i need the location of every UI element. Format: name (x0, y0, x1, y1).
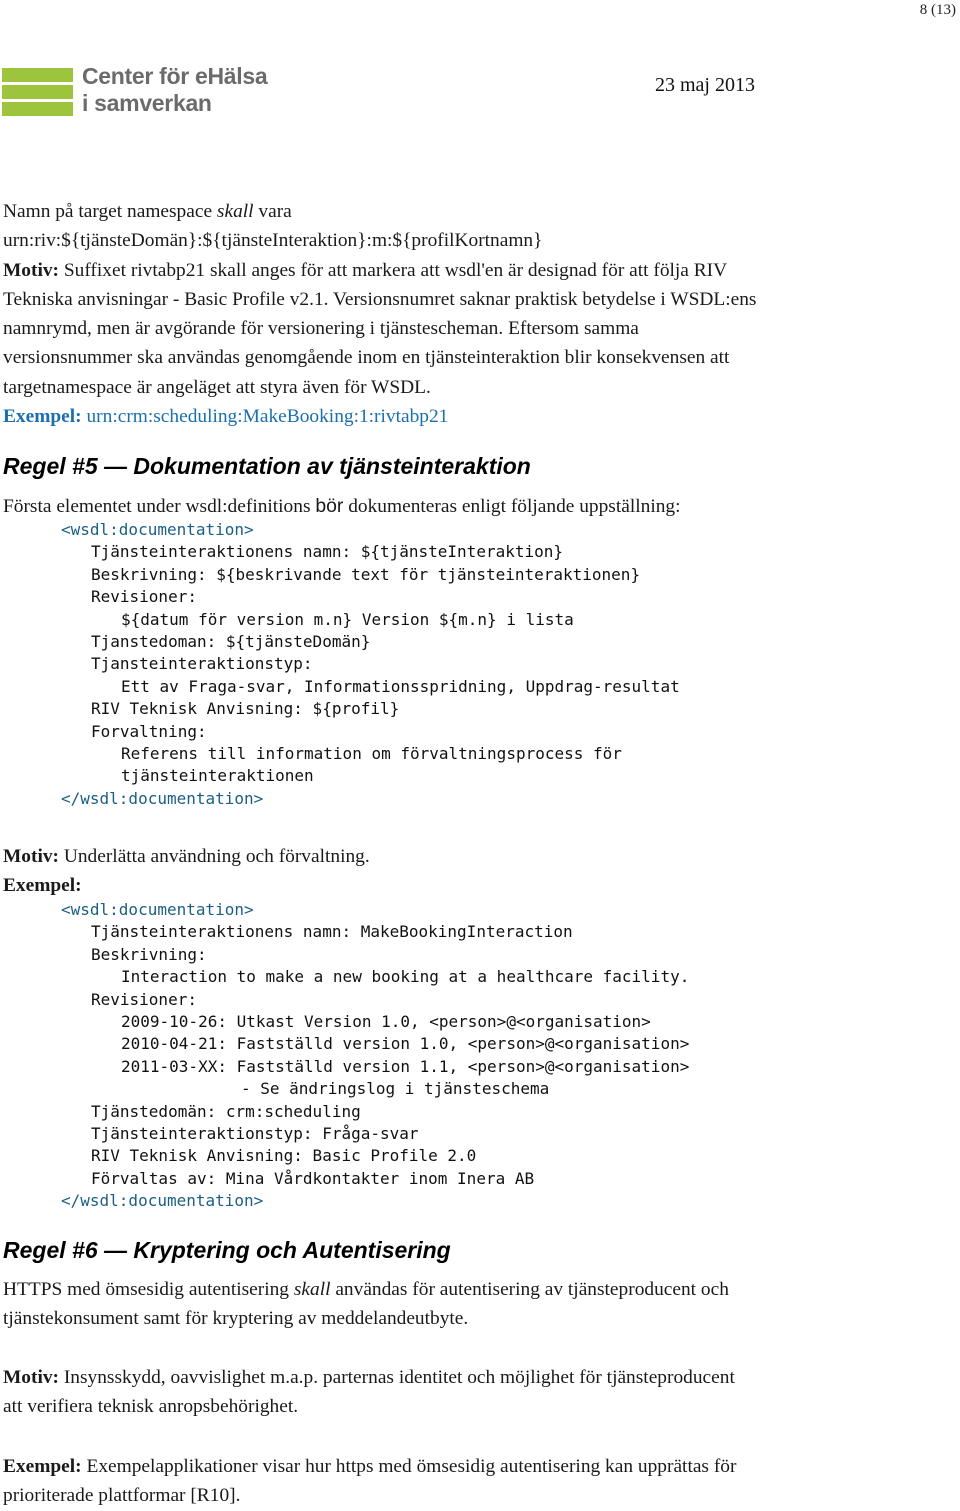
namespace-motiv-line: Motiv: Suffixet rivtabp21 skall anges för att markera att wsdl'en är designad för att följa RIV (3, 259, 728, 281)
logo-bar-bottom (2, 102, 73, 116)
exempel-label: Exempel: (3, 406, 82, 428)
namespace-line-5: namnrymd, men är avgörande för versionering i tjänstescheman. Eftersom samma (3, 318, 639, 340)
code-line: Ett av Fraga-svar, Informationsspridning, Uppdrag-resultat (121, 676, 680, 696)
namespace-line-2: urn:riv:${tjänsteDomän}:${tjänsteInteraktion}:m:${profilKortnamn} (3, 230, 543, 252)
code-line: Tjansteinteraktionstyp: (91, 654, 313, 674)
code-line: RIV Teknisk Anvisning: Basic Profile 2.0 (91, 1146, 477, 1166)
document-date: 23 maj 2013 (655, 74, 755, 96)
code-line: tjänsteinteraktionen (121, 766, 314, 786)
rule6-heading: Regel #6 — Kryptering och Autentisering (3, 1237, 451, 1263)
logo-text-line1: Center för eHälsa (82, 63, 268, 89)
rule5-heading: Regel #5 — Dokumentation av tjänsteinteraktion (3, 453, 531, 479)
code-line: Beskrivning: ${beskrivande text för tjänsteinteraktionen} (91, 564, 641, 584)
code-line: 2009-10-26: Utkast Version 1.0, <person>@<organisation> (121, 1011, 651, 1031)
code-line: RIV Teknisk Anvisning: ${profil} (91, 699, 400, 719)
code-line: Referens till information om förvaltningsprocess för (121, 743, 622, 763)
code-line: Interaction to make a new booking at a healthcare facility. (121, 967, 690, 987)
namespace-line-6: versionsnummer ska användas genomgående inom en tjänsteinteraktion blir konsekvensen att (3, 347, 730, 369)
code-line: Tjänsteinteraktionstyp: Fråga-svar (91, 1123, 419, 1143)
xml-tag-line: <wsdl:documentation> (61, 900, 254, 919)
xml-tag-line: </wsdl:documentation> (61, 788, 264, 808)
motiv-label: Motiv: (3, 259, 59, 281)
xml-tag-line: </wsdl:documentation> (61, 1191, 264, 1211)
code-line: Revisioner: (91, 587, 197, 607)
rule5-motiv: Motiv: Underlätta användning och förvaltning. Exempel: (3, 846, 370, 897)
namespace-section (3, 197, 953, 431)
code-line: 2010-04-21: Fastställd version 1.0, <person>@<organisation> (121, 1034, 690, 1054)
rule6-text: HTTPS med ömsesidig autentisering skall användas för autentisering av tjänsteproducent och tjänstekonsument samt för kryptering av meddelandeutbyte. (3, 1279, 729, 1330)
namespace-line-1: Namn på target namespace skall vara (3, 201, 292, 222)
documentation-example-code (61, 899, 689, 1212)
code-line: Beskrivning: (91, 944, 207, 964)
rule6-exempel: Exempel: Exempelapplikationer visar hur https med ömsesidig autentisering kan upprättas för prioriterade plattformar [R10]. (3, 1456, 737, 1507)
namespace-exempel-line: Exempel: urn:crm:scheduling:MakeBooking:1:rivtabp21 (3, 406, 449, 428)
namespace-line-7: targetnamespace är angeläget att styra även för WSDL. (3, 376, 431, 398)
page-number: 8 (13) (919, 2, 956, 18)
code-line: 2011-03-XX: Fastställd version 1.1, <person>@<organisation> (121, 1056, 690, 1076)
code-line: Revisioner: (91, 989, 197, 1009)
documentation-template-code (61, 519, 680, 810)
logo-text-line2: i samverkan (82, 90, 212, 116)
rule5-intro: Första elementet under wsdl:definitions bör dokumenteras enligt följande uppställning: (3, 495, 681, 517)
code-line: Förvaltas av: Mina Vårdkontakter inom Inera AB (91, 1168, 535, 1188)
logo-bar-top (2, 68, 73, 82)
code-line: Forvaltning: (91, 721, 207, 741)
code-line: ${datum för version m.n} Version ${m.n} i lista (121, 609, 574, 629)
motiv-label: Motiv: (3, 846, 59, 867)
motiv-label: Motiv: (3, 1367, 59, 1388)
code-line: Tjänsteinteraktionens namn: MakeBookingInteraction (91, 922, 573, 942)
exempel-label: Exempel: (3, 875, 82, 897)
exempel-label: Exempel: (3, 1456, 82, 1477)
logo-bar-middle (2, 85, 73, 99)
logo (0, 60, 268, 118)
rule6-motiv: Motiv: Insynsskydd, oavvislighet m.a.p. parternas identitet och möjlighet för tjänsteproducent att verifiera teknisk anropsbehörighet. (3, 1367, 735, 1418)
namespace-line-4: Tekniska anvisningar - Basic Profile v2.1. Versionsnumret saknar praktisk betydelse i WSDL:ens (3, 288, 757, 310)
xml-tag-line: <wsdl:documentation> (61, 520, 254, 539)
code-line: Tjanstedoman: ${tjänsteDomän} (91, 631, 371, 651)
code-line: Tjänsteinteraktionens namn: ${tjänsteInteraktion} (91, 542, 564, 562)
code-line: Tjänstedomän: crm:scheduling (91, 1101, 361, 1121)
code-line: - Se ändringslog i tjänsteschema (241, 1079, 550, 1099)
